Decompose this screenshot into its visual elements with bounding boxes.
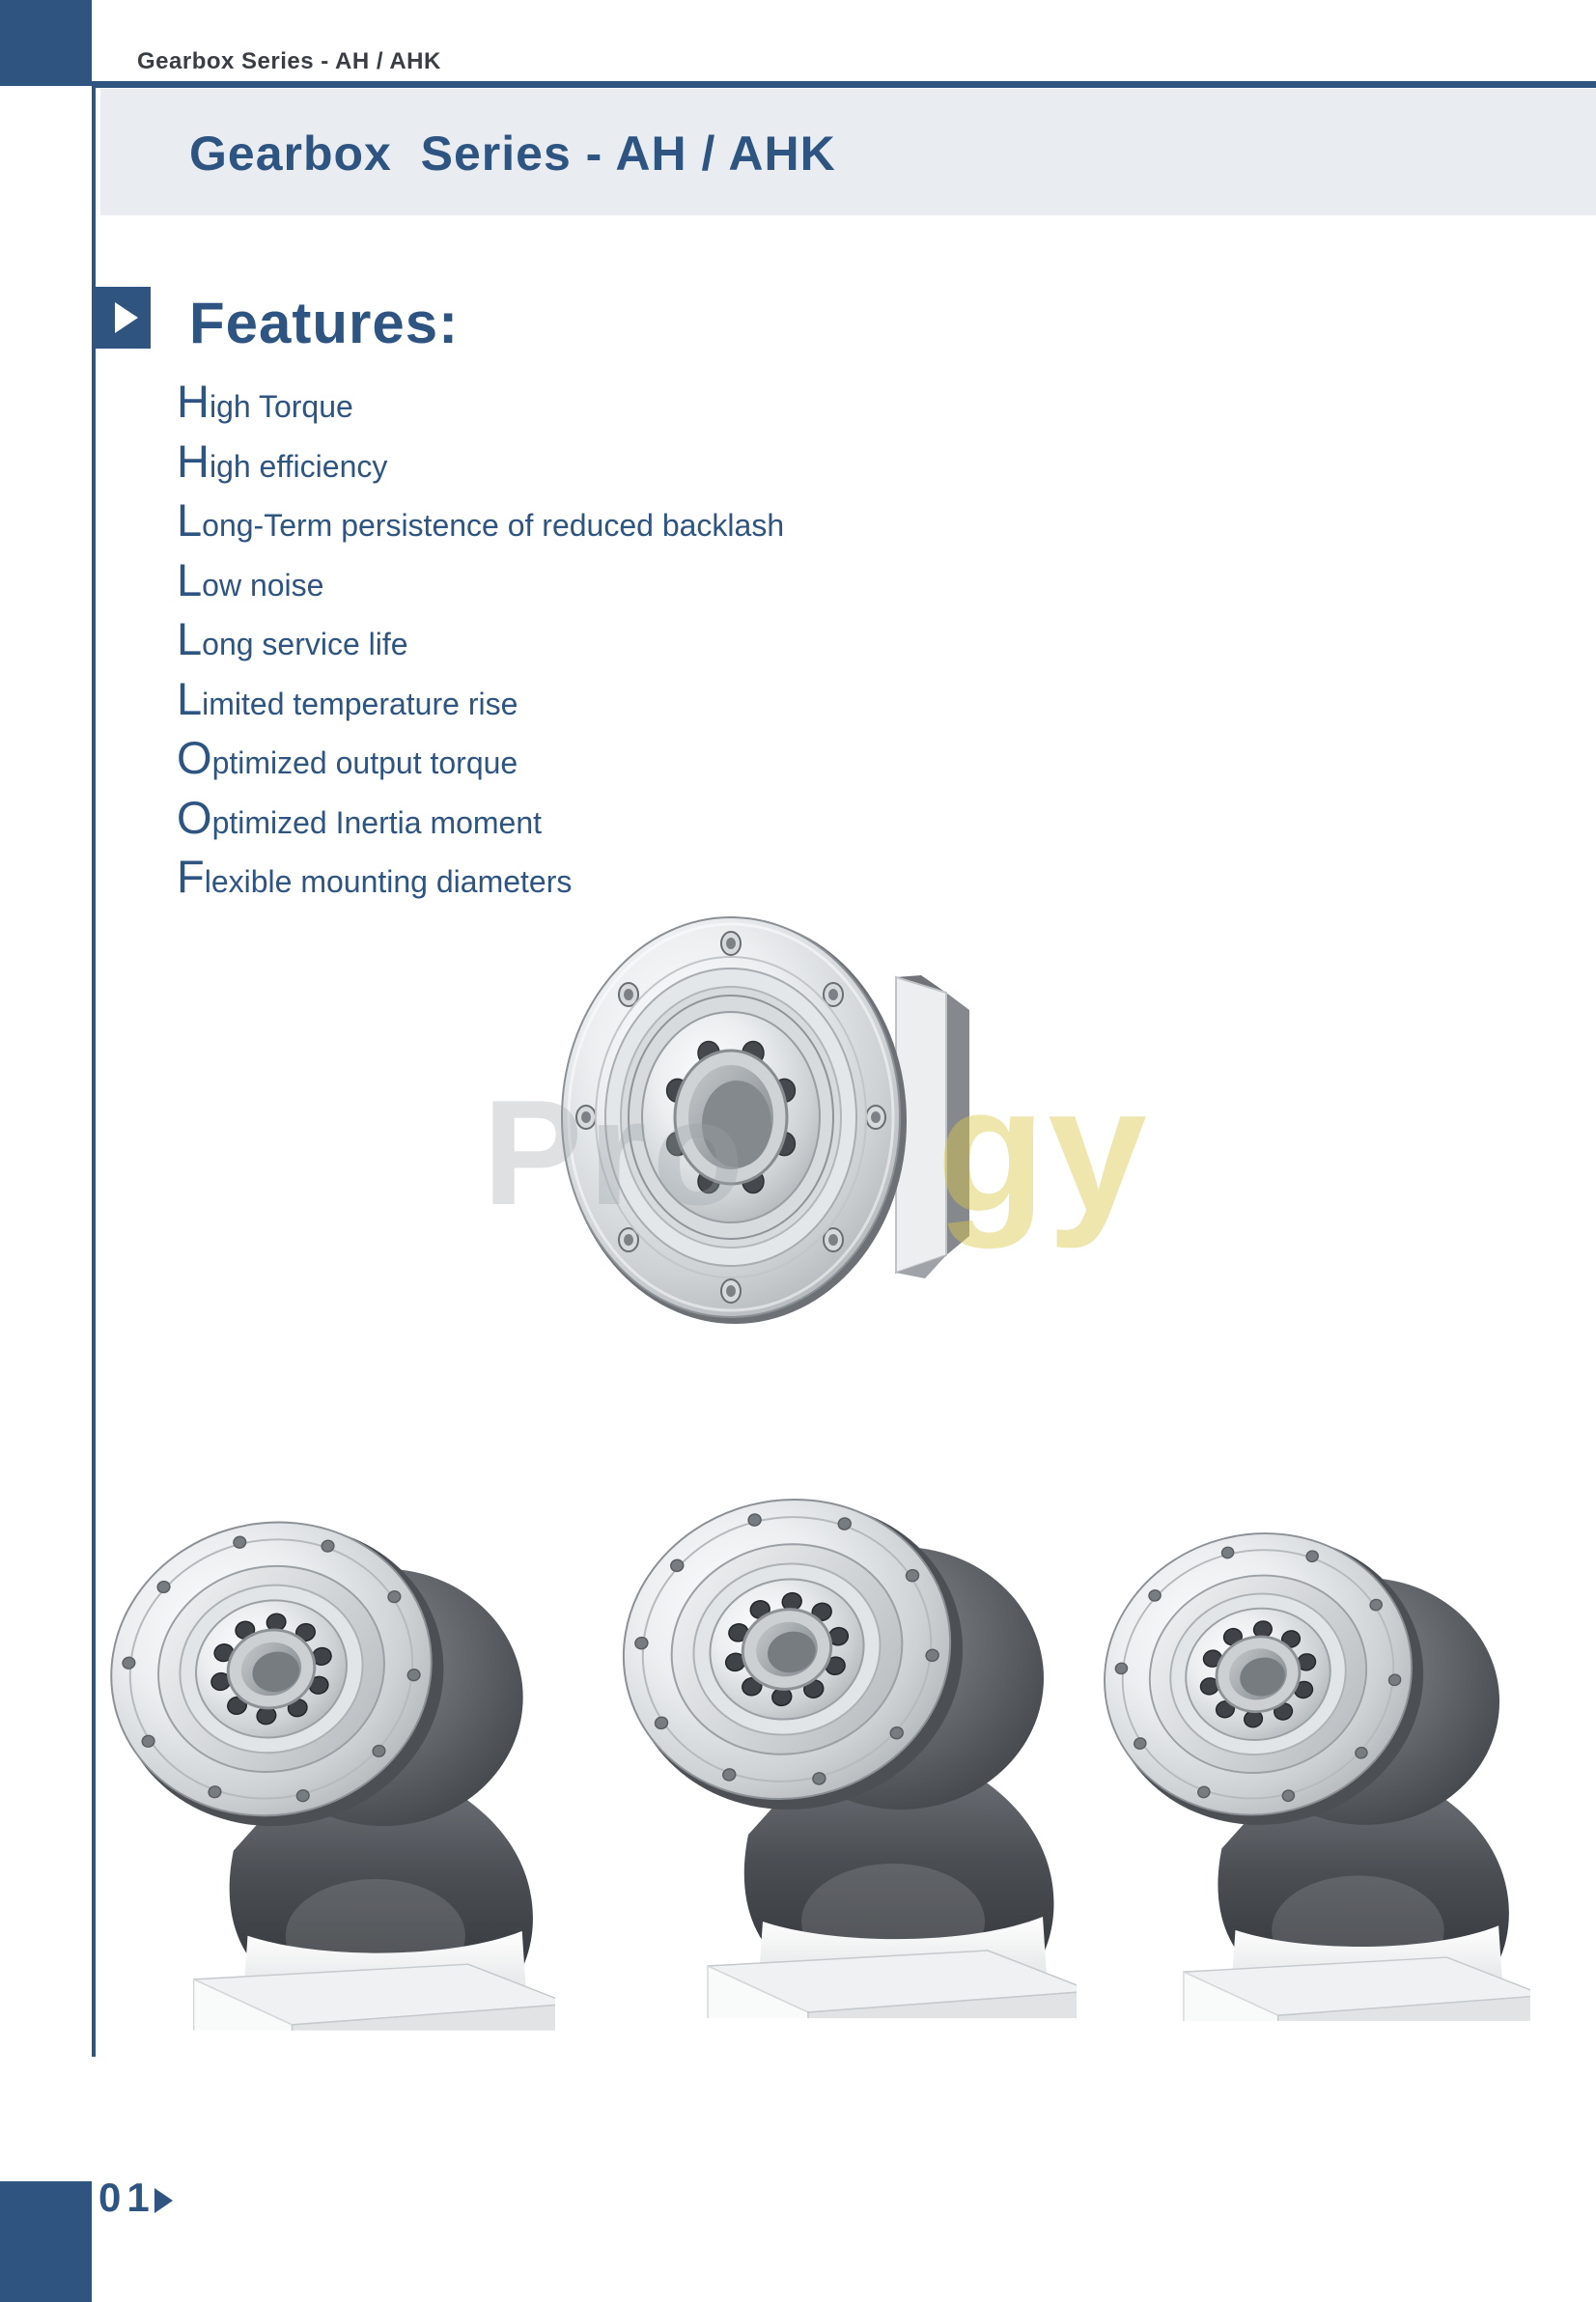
- watermark-fragment-right: gy: [937, 1051, 1149, 1249]
- feature-item: Long service life: [177, 613, 408, 664]
- feature-item: Optimized Inertia moment: [177, 791, 543, 843]
- feature-item: Flexible mounting diameters: [177, 851, 573, 902]
- feature-item: High Torque: [177, 376, 353, 427]
- header-rule: [92, 81, 1596, 88]
- title-banner: [100, 89, 1596, 215]
- arrow-right-icon: [115, 302, 138, 333]
- page-number: 01: [98, 2175, 155, 2220]
- footer-accent-block: [0, 2181, 92, 2302]
- feature-item: Optimized output torque: [177, 732, 518, 783]
- feature-item: Limited temperature rise: [177, 672, 518, 724]
- feature-item: Long-Term persistence of reduced backlash: [177, 494, 785, 546]
- features-list: [177, 375, 784, 910]
- features-heading: Features:: [189, 291, 460, 355]
- right-angle-gearbox-render-2: [594, 1419, 1077, 2018]
- section-marker: [92, 287, 151, 349]
- right-angle-gearbox-render-3: [1077, 1458, 1530, 2021]
- breadcrumb: Gearbox Series - AH / AHK: [137, 48, 441, 74]
- feature-item: High efficiency: [177, 435, 388, 487]
- watermark-fragment-left: Pro: [483, 1069, 750, 1236]
- footer-arrow-icon: [154, 2188, 173, 2213]
- corner-accent-square: [0, 0, 92, 86]
- feature-item: Low noise: [177, 553, 324, 605]
- page-title: Gearbox Series - AH / AHK: [189, 126, 836, 181]
- inline-gearbox-render: [463, 896, 1023, 1350]
- right-angle-gearbox-render-1: [82, 1444, 555, 2031]
